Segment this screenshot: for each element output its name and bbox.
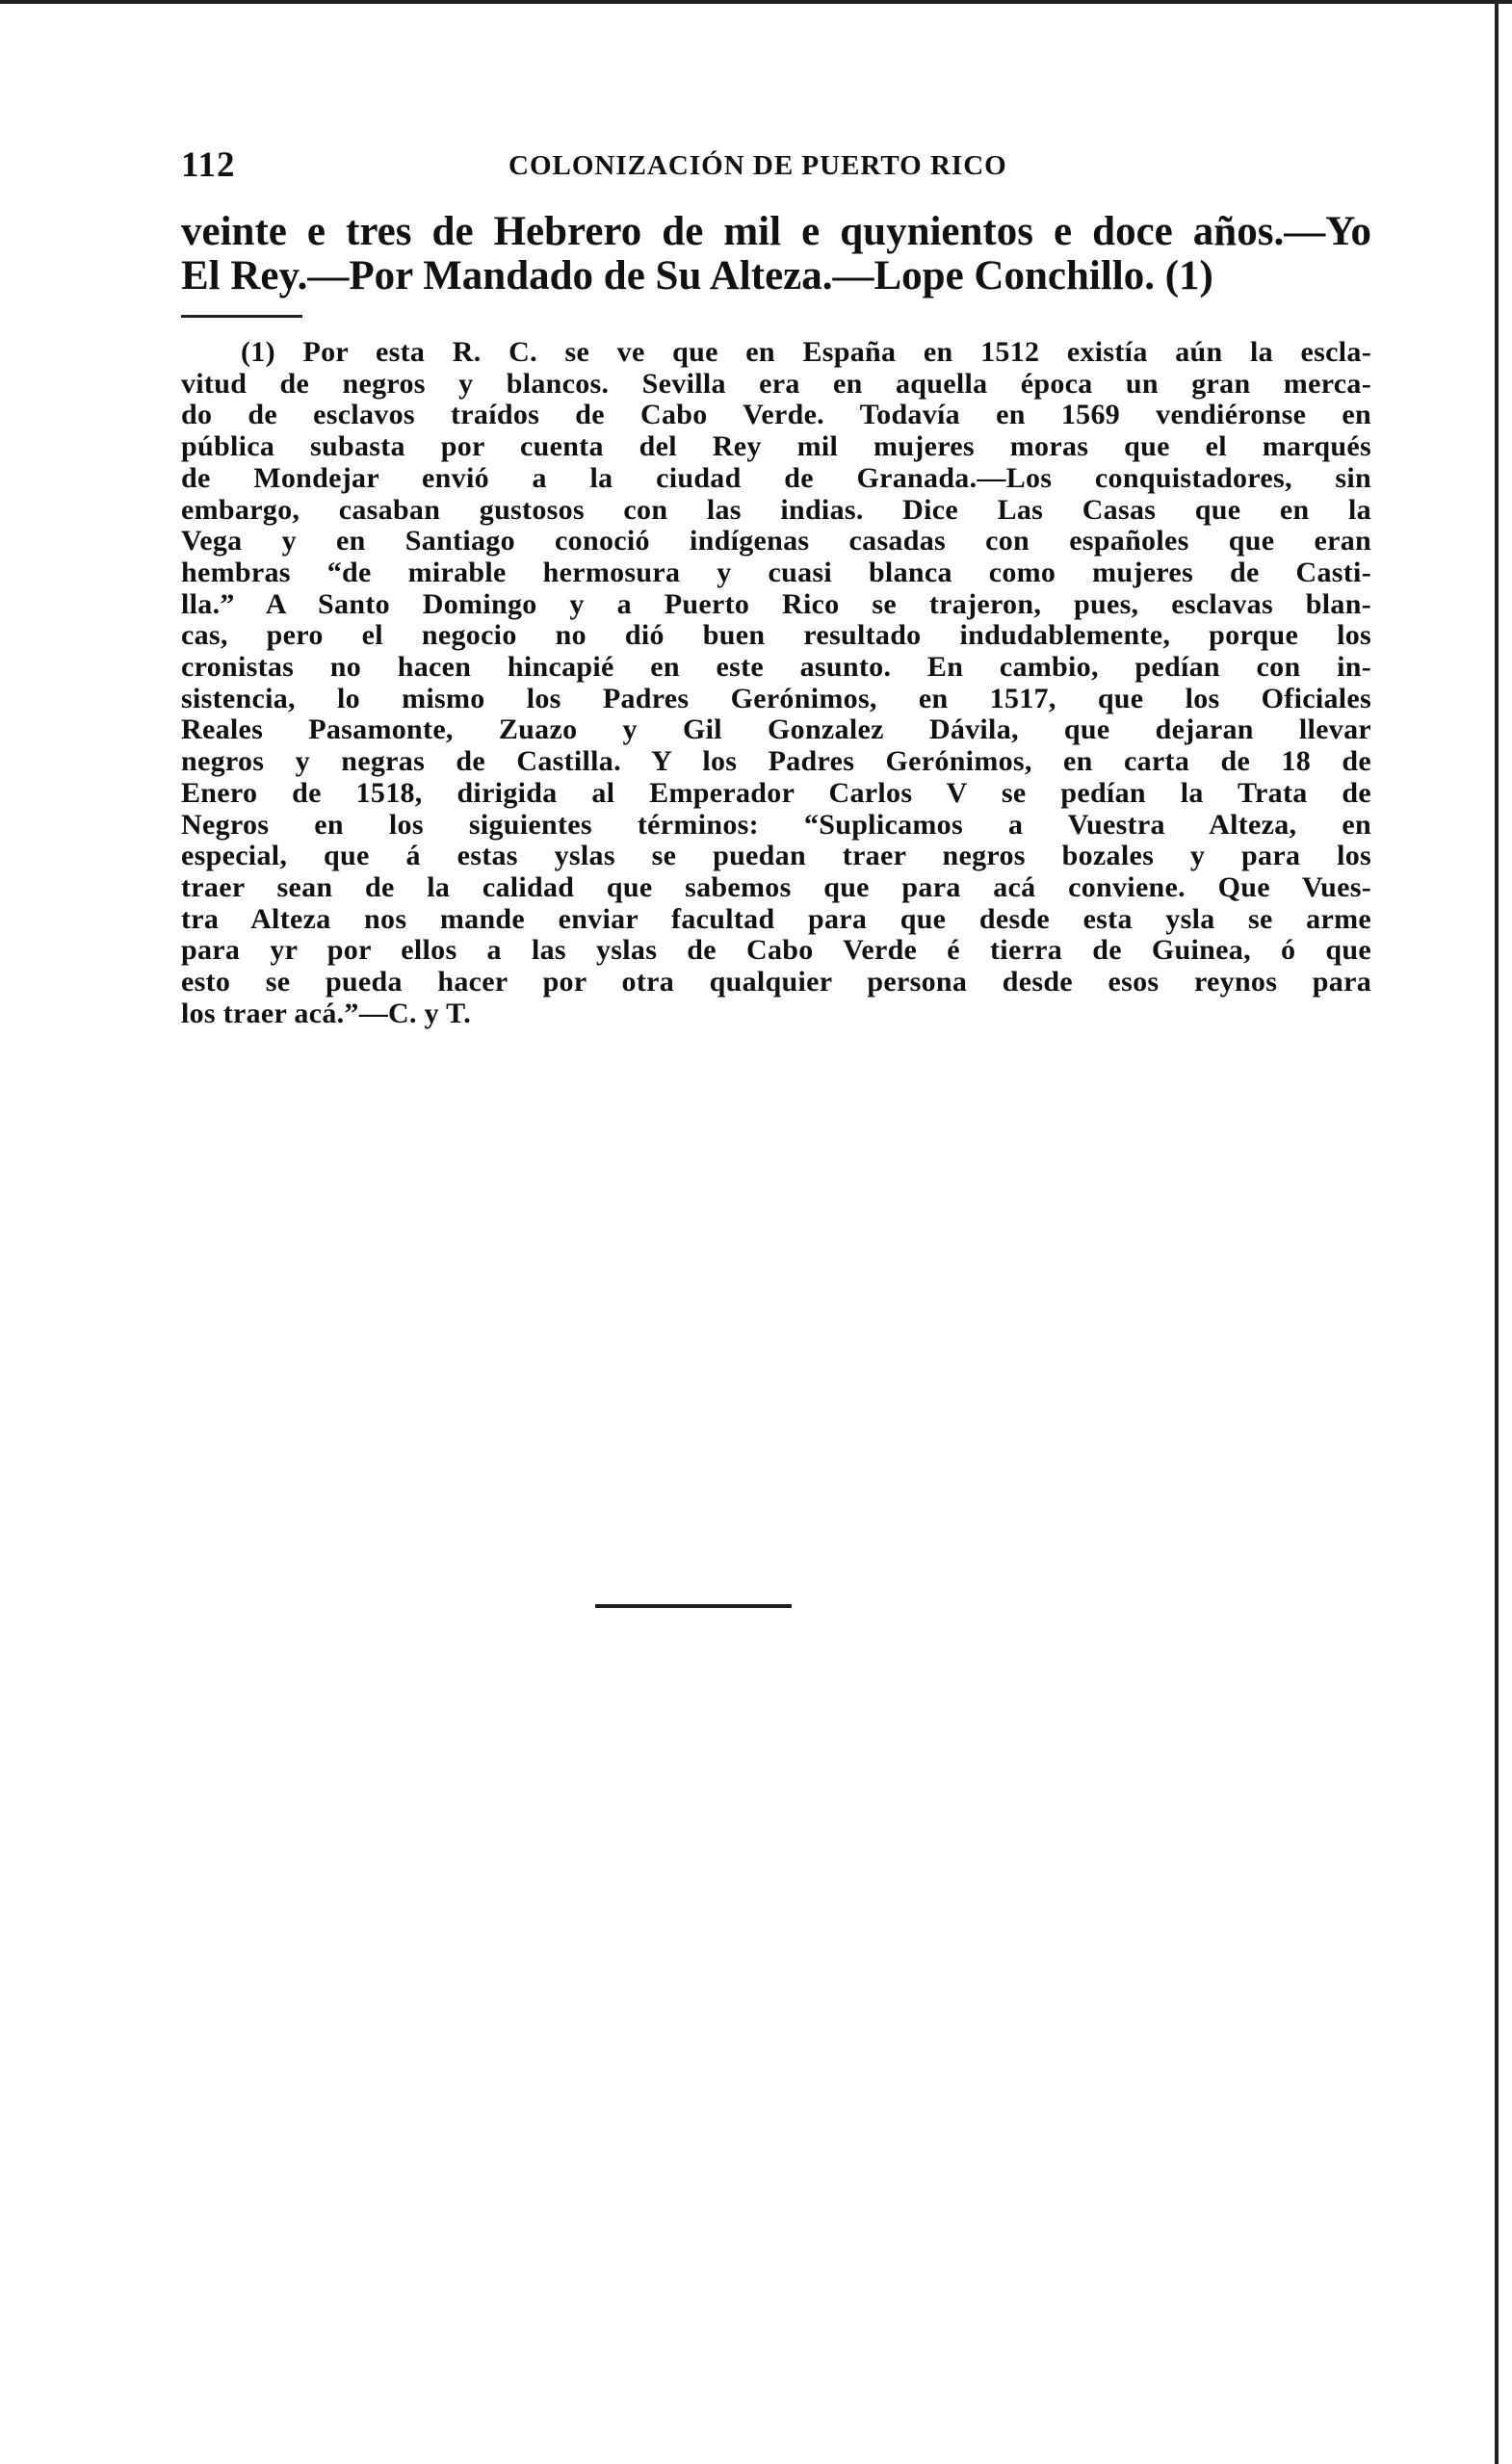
footnote-line: negros y negras de Castilla. Y los Padres Gerónimos, en carta de 18 de bbox=[181, 745, 1371, 778]
footnote-line: do de esclavos traídos de Cabo Verde. Todavía en 1569 vendiéronse en bbox=[181, 399, 1371, 431]
footnote-separator bbox=[181, 315, 302, 318]
main-text bbox=[181, 210, 1371, 298]
footnote-line: Vega y en Santiago conoció indígenas casadas con españoles que eran bbox=[181, 525, 1371, 558]
footnote-line: pública subasta por cuenta del Rey mil mujeres moras que el marqués bbox=[181, 430, 1371, 463]
footnote-line: lla.” A Santo Domingo y a Puerto Rico se trajeron, pues, esclavas blan- bbox=[181, 587, 1371, 620]
end-separator bbox=[595, 1604, 792, 1608]
footnote-line: traer sean de la calidad que sabemos que para acá conviene. Que Vues- bbox=[181, 870, 1371, 903]
running-title: COLONIZACIÓN DE PUERTO RICO bbox=[508, 150, 1007, 181]
page-number: 112 bbox=[181, 145, 236, 185]
footnote-line: tra Alteza nos mande enviar facultad para que desde esta ysla se arme bbox=[181, 902, 1371, 935]
footnote-line: vitud de negros y blancos. Sevilla era en aquella época un gran merca- bbox=[181, 367, 1371, 400]
footnote-line: especial, que á estas yslas se puedan traer negros bozales y para los bbox=[181, 840, 1371, 872]
footnote bbox=[181, 337, 1371, 1029]
footnote-line: cas, pero el negocio no dió buen resultado indudablemente, porque los bbox=[181, 619, 1371, 652]
main-text-line: veinte e tres de Hebrero de mil e quynientos e doce años.—Yo bbox=[181, 209, 1371, 254]
footnote-line: sistencia, lo mismo los Padres Gerónimos, en 1517, que los Oficiales bbox=[181, 682, 1371, 714]
footnote-line: cronistas no hacen hincapié en este asunto. En cambio, pedían con in- bbox=[181, 651, 1371, 684]
running-head bbox=[181, 144, 1375, 202]
footnote-line: (1) Por esta R. C. se ve que en España en 1512 existía aún la escla- bbox=[241, 336, 1371, 368]
footnote-line: los traer acá.”—C. y T. bbox=[181, 997, 472, 1029]
top-border-line bbox=[0, 0, 1512, 4]
main-text-line: El Rey.—Por Mandado de Su Alteza.—Lope Conchillo. (1) bbox=[181, 253, 1213, 298]
footnote-line: Negros en los siguientes términos: “Suplicamos a Vuestra Alteza, en bbox=[181, 808, 1371, 841]
footnote-line: esto se pueda hacer por otra qualquier persona desde esos reynos para bbox=[181, 966, 1371, 999]
footnote-line: hembras “de mirable hermosura y cuasi blanca como mujeres de Casti- bbox=[181, 556, 1371, 588]
footnote-line: embargo, casaban gustosos con las indias. Dice Las Casas que en la bbox=[181, 493, 1371, 526]
footnote-line: para yr por ellos a las yslas de Cabo Verde é tierra de Guinea, ó que bbox=[181, 934, 1371, 967]
right-border-line bbox=[1495, 0, 1499, 2464]
footnote-line: de Mondejar envió a la ciudad de Granada.—Los conquistadores, sin bbox=[181, 461, 1371, 494]
footnote-line: Reales Pasamonte, Zuazo y Gil Gonzalez Dávila, que dejaran llevar bbox=[181, 713, 1371, 746]
footnote-line: Enero de 1518, dirigida al Emperador Carlos V se pedían la Trata de bbox=[181, 776, 1371, 809]
